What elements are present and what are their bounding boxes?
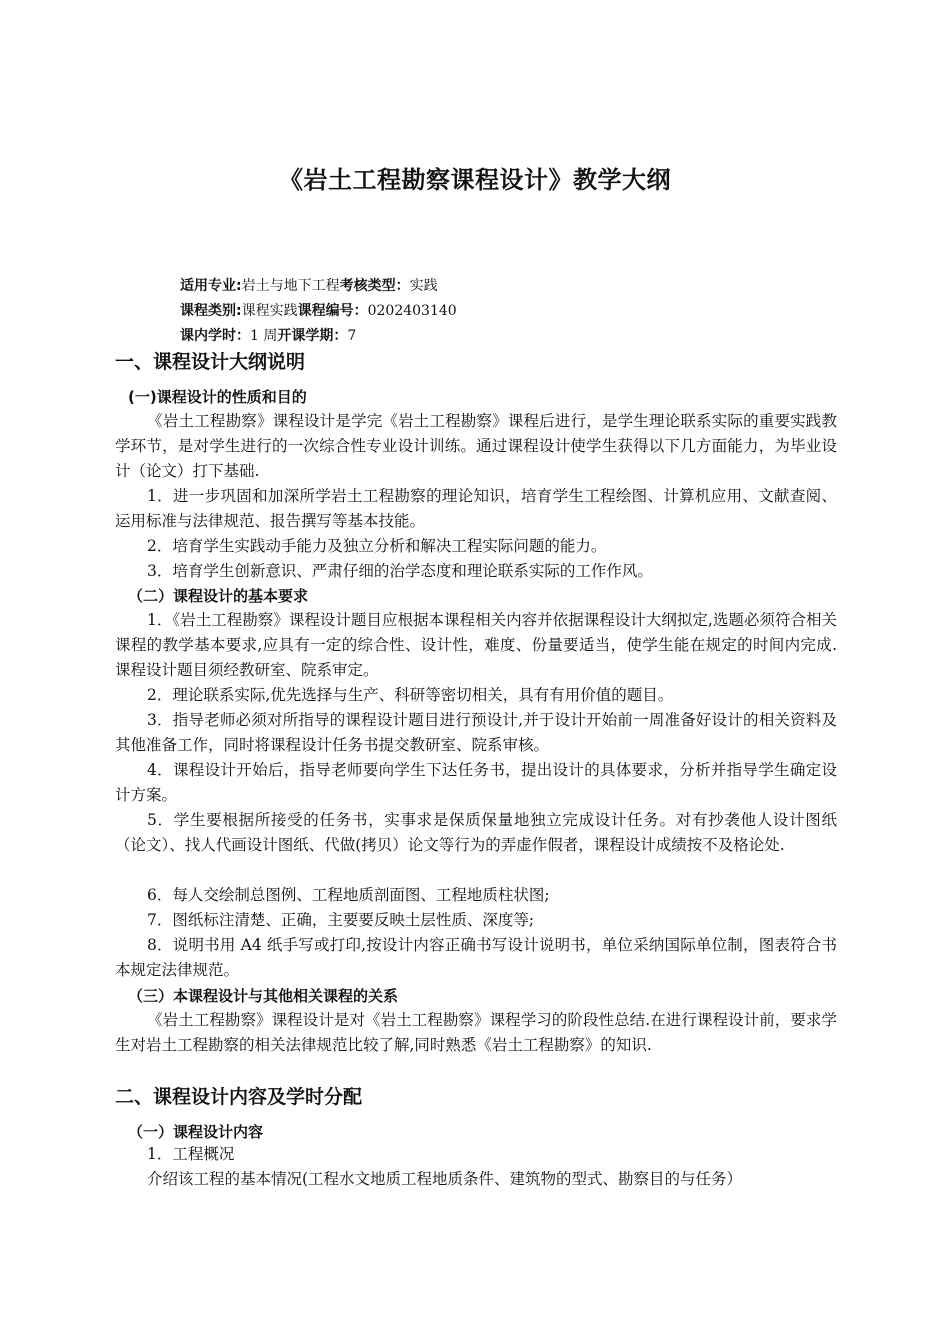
code-label: 课程编号： [297,303,368,319]
section1-sub1-item3: 3．培育学生创新意识、严肃仔细的治学态度和理论联系实际的工作作风。 [147,562,653,580]
assess-label: 考核类型： [339,278,410,294]
section1-sub2-item6: 6．每人交绘制总图例、工程地质剖面图、工程地质柱状图; [147,886,550,904]
assess-value: 实践 [409,278,438,294]
major-value: 岩土与地下工程 [241,278,340,294]
document-title: 《岩土工程勘察课程设计》教学大纲 [279,166,671,194]
section1-sub2-item8: 8．说明书用 A4 纸手写或打印,按设计内容正确书写设计说明书，单位采纳国际单位制，图表符合书本规定法律规范。 [115,936,837,979]
term-value: 7 [347,328,357,344]
category-value: 课程实践 [241,303,298,319]
section1-sub1-item1: 1．进一步巩固和加深所学岩土工程勘察的理论知识，培育学生工程绘图、计算机应用、文献查阅、运用标准与法律规范、报告撰写等基本技能。 [115,487,837,530]
section2-sub1-item1-text: 介绍该工程的基本情况(工程水文地质工程地质条件、建筑物的型式、勘察目的与任务） [147,1170,743,1188]
meta-line-major [180,277,438,295]
term-label: 开课学期： [277,328,348,344]
section1-sub1-heading: (一)课程设计的性质和目的 [128,388,307,406]
section2-heading: 二、课程设计内容及学时分配 [115,1086,363,1108]
major-label: 适用专业: [180,278,242,294]
hours-value: 1 周 [250,328,278,344]
section1-sub2-item7: 7．图纸标注清楚、正确，主要要反映土层性质、深度等; [147,911,535,929]
section1-sub2-item5: 5．学生要根据所接受的任务书，实事求是保质保量地独立完成设计任务。对有抄袭他人设计图纸（论文）、找人代画设计图纸、代做(拷贝）论文等行为的弄虚作假者，课程设计成绩按不及格论处. [115,811,837,854]
code-value: 0202403140 [367,303,457,319]
hours-label: 课内学时： [180,328,250,344]
meta-line-hours [180,327,356,345]
meta-line-category [180,302,457,320]
section2-sub1-item1: 1．工程概况 [147,1145,235,1163]
section1-sub2-heading: （二）课程设计的基本要求 [128,587,309,605]
section1-sub2-item2: 2．理论联系实际,优先选择与生产、科研等密切相关，具有有用价值的题目。 [147,686,674,704]
section1-sub2-item3: 3．指导老师必须对所指导的课程设计题目进行预设计,并于设计开始前一周准备好设计的相关资料及其他准备工作，同时将课程设计任务书提交教研室、院系审核。 [115,711,837,754]
category-label: 课程类别: [180,303,242,319]
section1-sub2-item1: 1．《岩土工程勘察》课程设计题目应根据本课程相关内容并依据课程设计大纲拟定,选题必须符合相关课程的教学基本要求,应具有一定的综合性、设计性，难度、份量要适当，使学生能在规定的时间内完成.课程设计题目须经教研室、院系审定。 [115,611,837,679]
section1-sub3-text: 《岩土工程勘察》课程设计是对《岩土工程勘察》课程学习的阶段性总结.在进行课程设计前，要求学生对岩土工程勘察的相关法律规范比较了解,同时熟悉《岩土工程勘察》的知识. [115,1011,837,1054]
section1-heading: 一、课程设计大纲说明 [115,351,306,373]
section1-sub1-item2: 2．培育学生实践动手能力及独立分析和解决工程实际问题的能力。 [147,537,607,555]
section1-sub3-heading: （三）本课程设计与其他相关课程的关系 [128,987,399,1005]
section2-sub1-heading: （一）课程设计内容 [128,1123,264,1141]
section1-sub2-item4: 4．课程设计开始后，指导老师要向学生下达任务书，提出设计的具体要求，分析并指导学生确定设计方案。 [115,761,837,804]
section1-sub1-intro: 《岩土工程勘察》课程设计是学完《岩土工程勘察》课程后进行，是学生理论联系实际的重要实践教学环节，是对学生进行的一次综合性专业设计训练。通过课程设计使学生获得以下几方面能力，为毕业设计（论文）打下基础. [115,412,837,480]
